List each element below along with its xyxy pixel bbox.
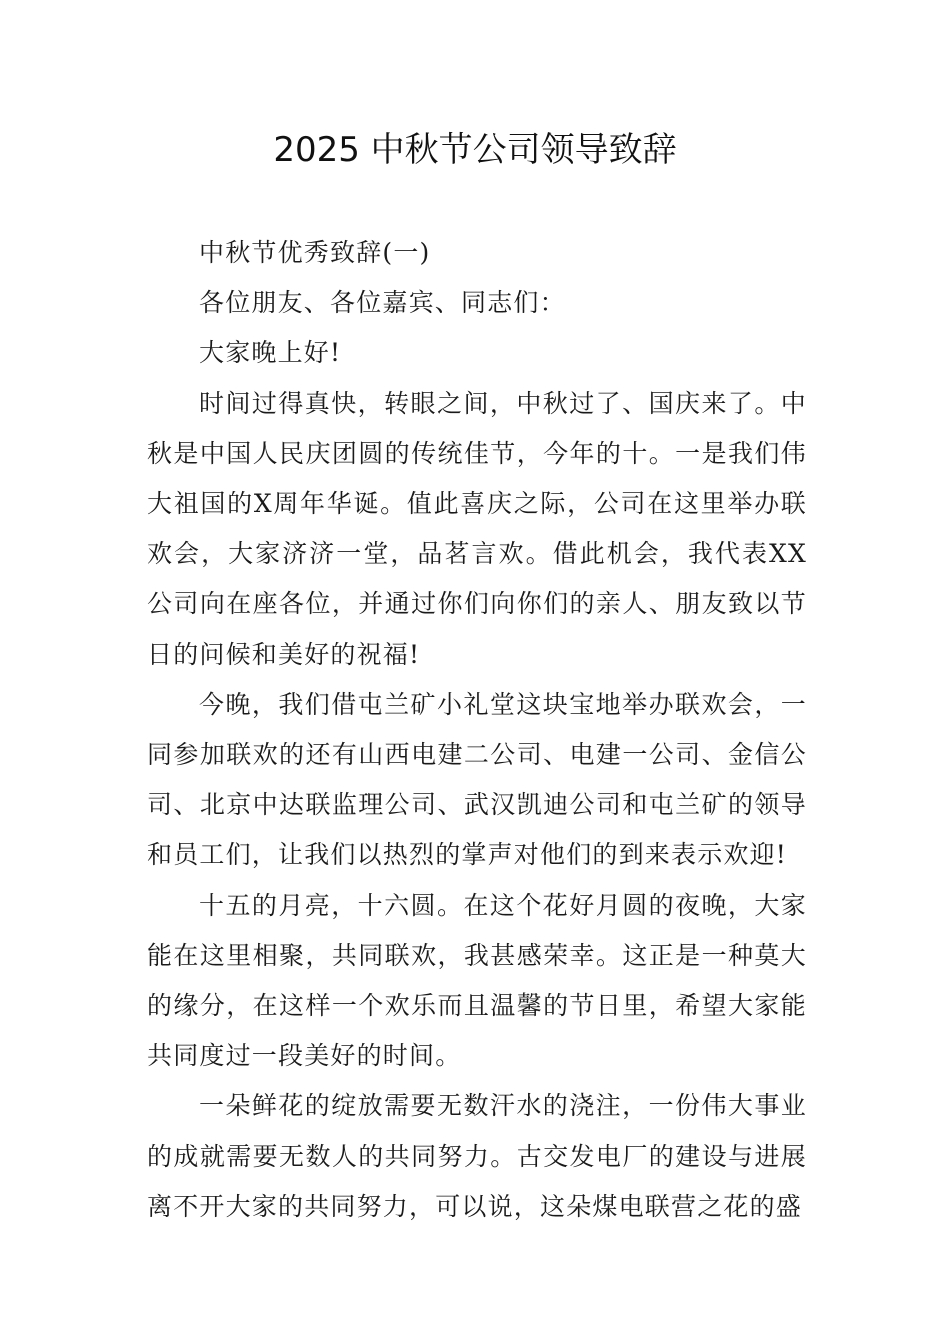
body-paragraph: 今晚，我们借屯兰矿小礼堂这块宝地举办联欢会，一同参加联欢的还有山西电建二公司、电建一公司、金信公司、北京中达联监理公司、武汉凯迪公司和屯兰矿的领导和员工们，让我们以热烈的掌声对他们的到来表示欢迎! xyxy=(147,689,807,870)
document-title: 2025 中秋节公司领导致辞 xyxy=(273,130,677,170)
salutation: 各位朋友、各位嘉宾、同志们： xyxy=(199,288,566,318)
section-heading: 中秋节优秀致辞(一) xyxy=(199,238,431,267)
body-paragraph: 时间过得真快，转眼之间，中秋过了、国庆来了。中秋是中国人民庆团圆的传统佳节，今年的十。一是我们伟大祖国的X周年华诞。值此喜庆之际，公司在这里举办联欢会，大家济济一堂，品茗言欢。借此机会，我代表XX公司向在座各位，并通过你们向你们的亲人、朋友致以节日的问候和美好的祝福! xyxy=(147,388,807,669)
body-paragraph: 十五的月亮，十六圆。在这个花好月圆的夜晚，大家能在这里相聚，共同联欢，我甚感荣幸。这正是一种莫大的缘分，在这样一个欢乐而且温馨的节日里，希望大家能共同度过一段美好的时间。 xyxy=(147,890,807,1071)
document-body xyxy=(147,228,807,1232)
body-paragraph: 一朵鲜花的绽放需要无数汗水的浇注，一份伟大事业的成就需要无数人的共同努力。古交发电厂的建设与进展离不开大家的共同努力，可以说，这朵煤电联营之花的盛 xyxy=(147,1091,807,1221)
greeting: 大家晚上好! xyxy=(199,338,342,368)
